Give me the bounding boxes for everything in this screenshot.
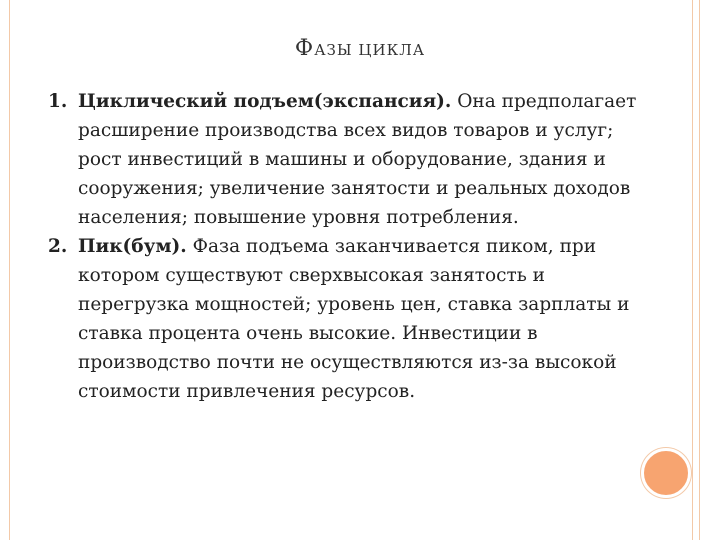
right-border-line <box>692 0 693 540</box>
slide-title <box>0 36 720 61</box>
list-item <box>48 87 648 232</box>
item-heading: Пик(бум). <box>78 236 187 257</box>
slide-body <box>48 87 648 406</box>
right-border-line-outer <box>699 0 700 540</box>
title-first-letter: Ф <box>294 36 315 61</box>
left-border-line <box>9 0 10 540</box>
item-heading: Циклический подъем(экспансия). <box>78 91 452 112</box>
item-number: 2. <box>48 236 68 257</box>
item-text: Фаза подъема заканчивается пиком, при котором существуют сверхвысокая занятость и перегрузка мощностей; уровень цен, ставка зарплаты и ставка процента очень высокие. Инвестиции в производство почти не осуществляются из-за высокой стоимости привлечения ресурсов. <box>78 236 630 402</box>
item-number: 1. <box>48 91 68 112</box>
item-text: Она предполагает расширение производства всех видов товаров и услуг; рост инвестиций в машины и оборудование, здания и сооружения; увеличение занятости и реальных доходов населения; повышение уровня потребления. <box>78 91 637 228</box>
title-rest: АЗЫ ЦИКЛА <box>314 41 426 59</box>
decorative-circle <box>641 448 691 498</box>
list-item <box>48 232 648 406</box>
